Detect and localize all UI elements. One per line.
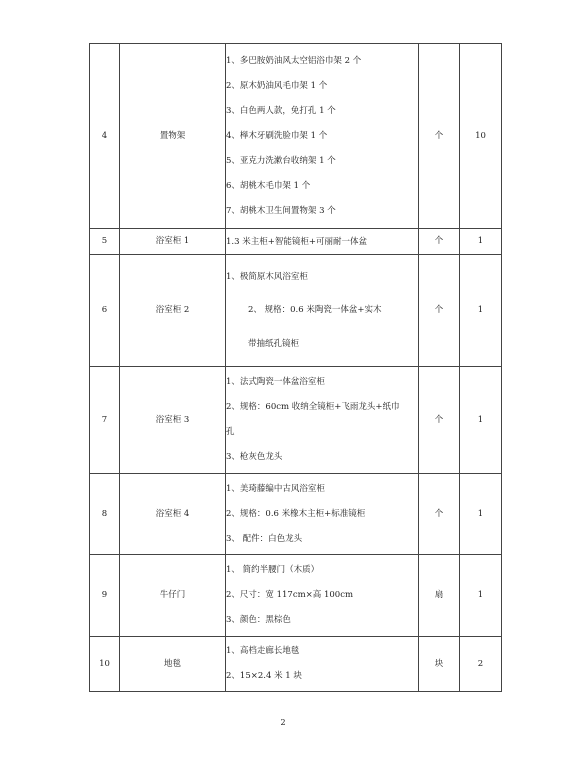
description-line: 3、 配件：白色龙头	[226, 533, 303, 544]
item-name: 浴室柜 4	[120, 474, 226, 555]
row-number: 4	[90, 44, 120, 229]
item-spec-table	[89, 43, 502, 692]
table-row	[90, 367, 502, 474]
description-line: 2、规格：0.6 米橡木主柜+标准镜柜	[226, 508, 366, 519]
item-name: 地毯	[120, 637, 226, 692]
row-number: 8	[90, 474, 120, 555]
quantity: 1	[460, 255, 502, 367]
description-line: 2、尺寸：宽 117cm×高 100cm	[226, 590, 354, 600]
description-line: 1、极简原木风浴室柜	[226, 271, 308, 282]
description-line: 1、高档走廊长地毯	[226, 646, 300, 656]
item-name: 浴室柜 3	[120, 367, 226, 474]
description-line: 5、亚克力洗漱台收纳架 1 个	[226, 155, 336, 166]
table-row	[90, 255, 502, 367]
row-number: 7	[90, 367, 120, 474]
row-number: 10	[90, 637, 120, 692]
description-line: 3、枪灰色龙头	[226, 452, 283, 462]
description-line: 1、法式陶瓷一体盆浴室柜	[226, 377, 325, 387]
description-line: 带抽纸孔镜柜	[248, 338, 300, 349]
description-line: 孔	[226, 427, 235, 437]
item-description	[226, 637, 419, 692]
description-line: 2、规格：60cm 收纳全镜柜+飞雨龙头+纸巾	[226, 402, 400, 412]
item-name: 牛仔门	[120, 555, 226, 637]
table-row	[90, 555, 502, 637]
unit: 个	[419, 44, 460, 229]
row-number: 6	[90, 255, 120, 367]
unit: 个	[419, 474, 460, 555]
item-description	[226, 555, 419, 637]
row-number: 9	[90, 555, 120, 637]
description-line: 2、15×2.4 米 1 块	[226, 671, 302, 681]
table-row	[90, 44, 502, 229]
item-name: 置物架	[120, 44, 226, 229]
description-line: 1、美琦藤编中古风浴室柜	[226, 483, 325, 494]
item-description	[226, 44, 419, 229]
quantity: 1	[460, 367, 502, 474]
description-line: 2、原木奶油风毛巾架 1 个	[226, 80, 328, 91]
page-number: 2	[280, 718, 286, 727]
quantity: 1	[460, 555, 502, 637]
description-line: 7、胡桃木卫生间置物架 3 个	[226, 205, 336, 216]
description-line: 1、多巴胺奶油风太空铝浴巾架 2 个	[226, 55, 362, 66]
description-line: 3、白色两人款，免打孔 1 个	[226, 105, 336, 116]
item-description	[226, 474, 419, 555]
description-line: 4、榉木牙刷洗脸巾架 1 个	[226, 130, 328, 141]
item-name: 浴室柜 1	[120, 229, 226, 255]
quantity: 2	[460, 637, 502, 692]
description-line: 1.3 米主柜+智能镜柜+可丽耐一体盆	[226, 236, 367, 247]
description-line: 2、 规格：0.6 米陶瓷一体盆+实木	[248, 304, 382, 315]
quantity: 1	[460, 229, 502, 255]
table-row	[90, 229, 502, 255]
unit: 个	[419, 255, 460, 367]
item-description	[226, 255, 419, 367]
table-body	[90, 44, 502, 692]
table-row	[90, 474, 502, 555]
unit: 块	[419, 637, 460, 692]
quantity: 1	[460, 474, 502, 555]
unit: 个	[419, 229, 460, 255]
unit: 扇	[419, 555, 460, 637]
table-row	[90, 637, 502, 692]
quantity: 10	[460, 44, 502, 229]
description-line: 1、 简约半腰门（木质）	[226, 565, 320, 575]
item-name: 浴室柜 2	[120, 255, 226, 367]
item-description	[226, 229, 419, 255]
description-line: 3、颜色：黑棕色	[226, 615, 291, 625]
description-line: 6、胡桃木毛巾架 1 个	[226, 180, 311, 191]
unit: 个	[419, 367, 460, 474]
item-description	[226, 367, 419, 474]
row-number: 5	[90, 229, 120, 255]
